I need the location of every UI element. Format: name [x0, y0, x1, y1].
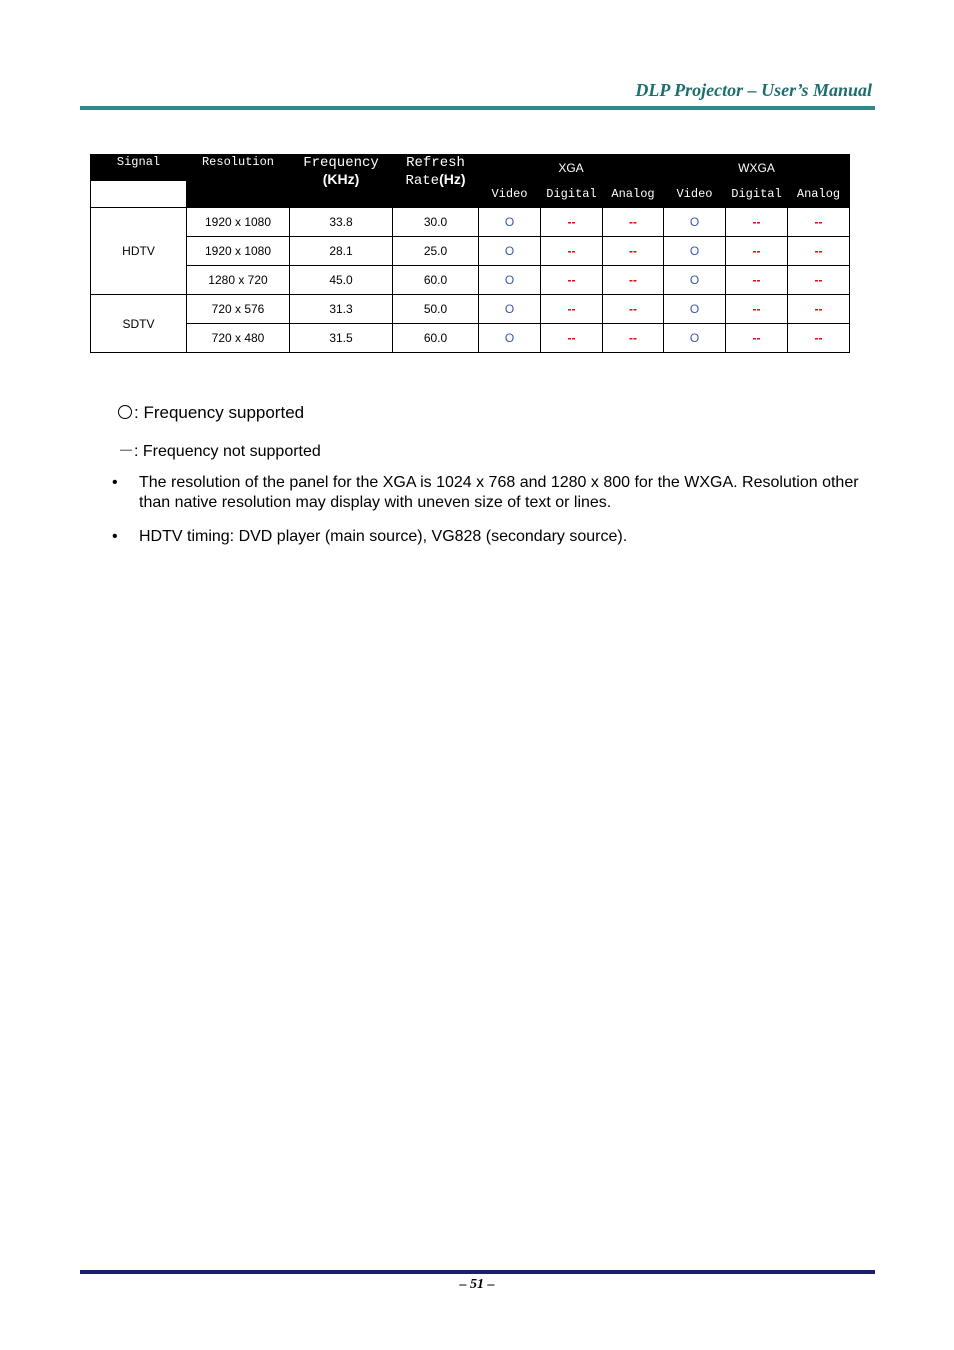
xga-video-cell: O — [479, 295, 541, 324]
xga-analog-cell: -- — [603, 266, 664, 295]
wxga-digital-cell: -- — [726, 266, 788, 295]
list-item — [112, 527, 862, 547]
footer-rule — [80, 1270, 875, 1274]
wxga-analog-cell: -- — [788, 266, 850, 295]
header-wxga-digital: Digital — [726, 181, 788, 208]
table-row — [91, 208, 850, 237]
xga-video-cell: O — [479, 324, 541, 353]
wxga-analog-cell: -- — [788, 324, 850, 353]
xga-analog-cell: -- — [603, 208, 664, 237]
signal-cell: SDTV — [91, 295, 187, 353]
refresh-cell: 50.0 — [393, 295, 479, 324]
xga-digital-cell: -- — [541, 237, 603, 266]
resolution-cell: 1920 x 1080 — [187, 208, 290, 237]
frequency-cell: 33.8 — [290, 208, 393, 237]
wxga-video-cell: O — [664, 266, 726, 295]
list-item — [112, 473, 862, 513]
resolution-cell: 1280 x 720 — [187, 266, 290, 295]
table-row — [91, 266, 850, 295]
wxga-analog-cell: -- — [788, 295, 850, 324]
legend-supported-text: : Frequency supported — [134, 403, 305, 422]
table-header-row-1 — [91, 155, 850, 181]
header-xga: XGA — [479, 155, 664, 181]
bullet-icon: • — [112, 474, 118, 491]
refresh-cell: 25.0 — [393, 237, 479, 266]
header-refresh-label-2: Rate — [405, 173, 440, 189]
wxga-digital-cell: -- — [726, 295, 788, 324]
manual-title: DLP Projector – User’s Manual — [635, 80, 872, 100]
refresh-cell: 60.0 — [393, 324, 479, 353]
header-xga-analog: Analog — [603, 181, 664, 208]
frequency-cell: 45.0 — [290, 266, 393, 295]
table-row — [91, 295, 850, 324]
header-xga-digital: Digital — [541, 181, 603, 208]
wxga-video-cell: O — [664, 237, 726, 266]
bullet-icon: • — [112, 528, 118, 545]
frequency-cell: 31.3 — [290, 295, 393, 324]
notes-list — [112, 473, 862, 561]
wxga-video-cell: O — [664, 324, 726, 353]
frequency-cell: 31.5 — [290, 324, 393, 353]
wxga-analog-cell: -- — [788, 208, 850, 237]
header-frequency — [290, 155, 393, 208]
dash-symbol: － — [118, 443, 135, 460]
header-frequency-label: Frequency — [303, 155, 379, 171]
header-signal-blank — [91, 181, 187, 208]
wxga-video-cell: O — [664, 295, 726, 324]
header-frequency-unit: (KHz) — [322, 171, 360, 187]
signal-cell: HDTV — [91, 208, 187, 295]
xga-digital-cell: -- — [541, 295, 603, 324]
xga-analog-cell: -- — [603, 295, 664, 324]
resolution-cell: 1920 x 1080 — [187, 237, 290, 266]
xga-analog-cell: -- — [603, 324, 664, 353]
wxga-digital-cell: -- — [726, 237, 788, 266]
legend-not-supported-text: : Frequency not supported — [134, 443, 321, 460]
table-row — [91, 324, 850, 353]
header-xga-video: Video — [479, 181, 541, 208]
header-wxga-analog: Analog — [788, 181, 850, 208]
resolution-cell: 720 x 480 — [187, 324, 290, 353]
xga-video-cell: O — [479, 237, 541, 266]
legend-not-supported — [118, 438, 321, 461]
note-text: The resolution of the panel for the XGA is 1024 x 768 and 1280 x 800 for the WXGA. Resolution other than native resolution may display with uneven size of text or lines. — [139, 474, 859, 511]
header-wxga: WXGA — [664, 155, 850, 181]
legend-supported — [118, 403, 304, 423]
table-row — [91, 237, 850, 266]
wxga-video-cell: O — [664, 208, 726, 237]
frequency-cell: 28.1 — [290, 237, 393, 266]
header-wxga-video: Video — [664, 181, 726, 208]
circle-icon — [118, 405, 132, 419]
xga-analog-cell: -- — [603, 237, 664, 266]
page-number: – 51 – — [459, 1277, 495, 1292]
wxga-digital-cell: -- — [726, 208, 788, 237]
note-text: HDTV timing: DVD player (main source), VG828 (secondary source). — [139, 528, 628, 545]
header-refresh-label: Refresh — [406, 155, 465, 171]
refresh-cell: 60.0 — [393, 266, 479, 295]
refresh-cell: 30.0 — [393, 208, 479, 237]
xga-video-cell: O — [479, 208, 541, 237]
signal-compatibility-table — [90, 154, 850, 353]
header-resolution: Resolution — [187, 155, 290, 208]
xga-digital-cell: -- — [541, 208, 603, 237]
wxga-digital-cell: -- — [726, 324, 788, 353]
header-refresh — [393, 155, 479, 208]
xga-digital-cell: -- — [541, 266, 603, 295]
resolution-cell: 720 x 576 — [187, 295, 290, 324]
xga-video-cell: O — [479, 266, 541, 295]
header-rule — [80, 106, 875, 110]
header-refresh-unit: (Hz) — [439, 171, 466, 187]
header-signal: Signal — [91, 155, 187, 181]
wxga-analog-cell: -- — [788, 237, 850, 266]
xga-digital-cell: -- — [541, 324, 603, 353]
